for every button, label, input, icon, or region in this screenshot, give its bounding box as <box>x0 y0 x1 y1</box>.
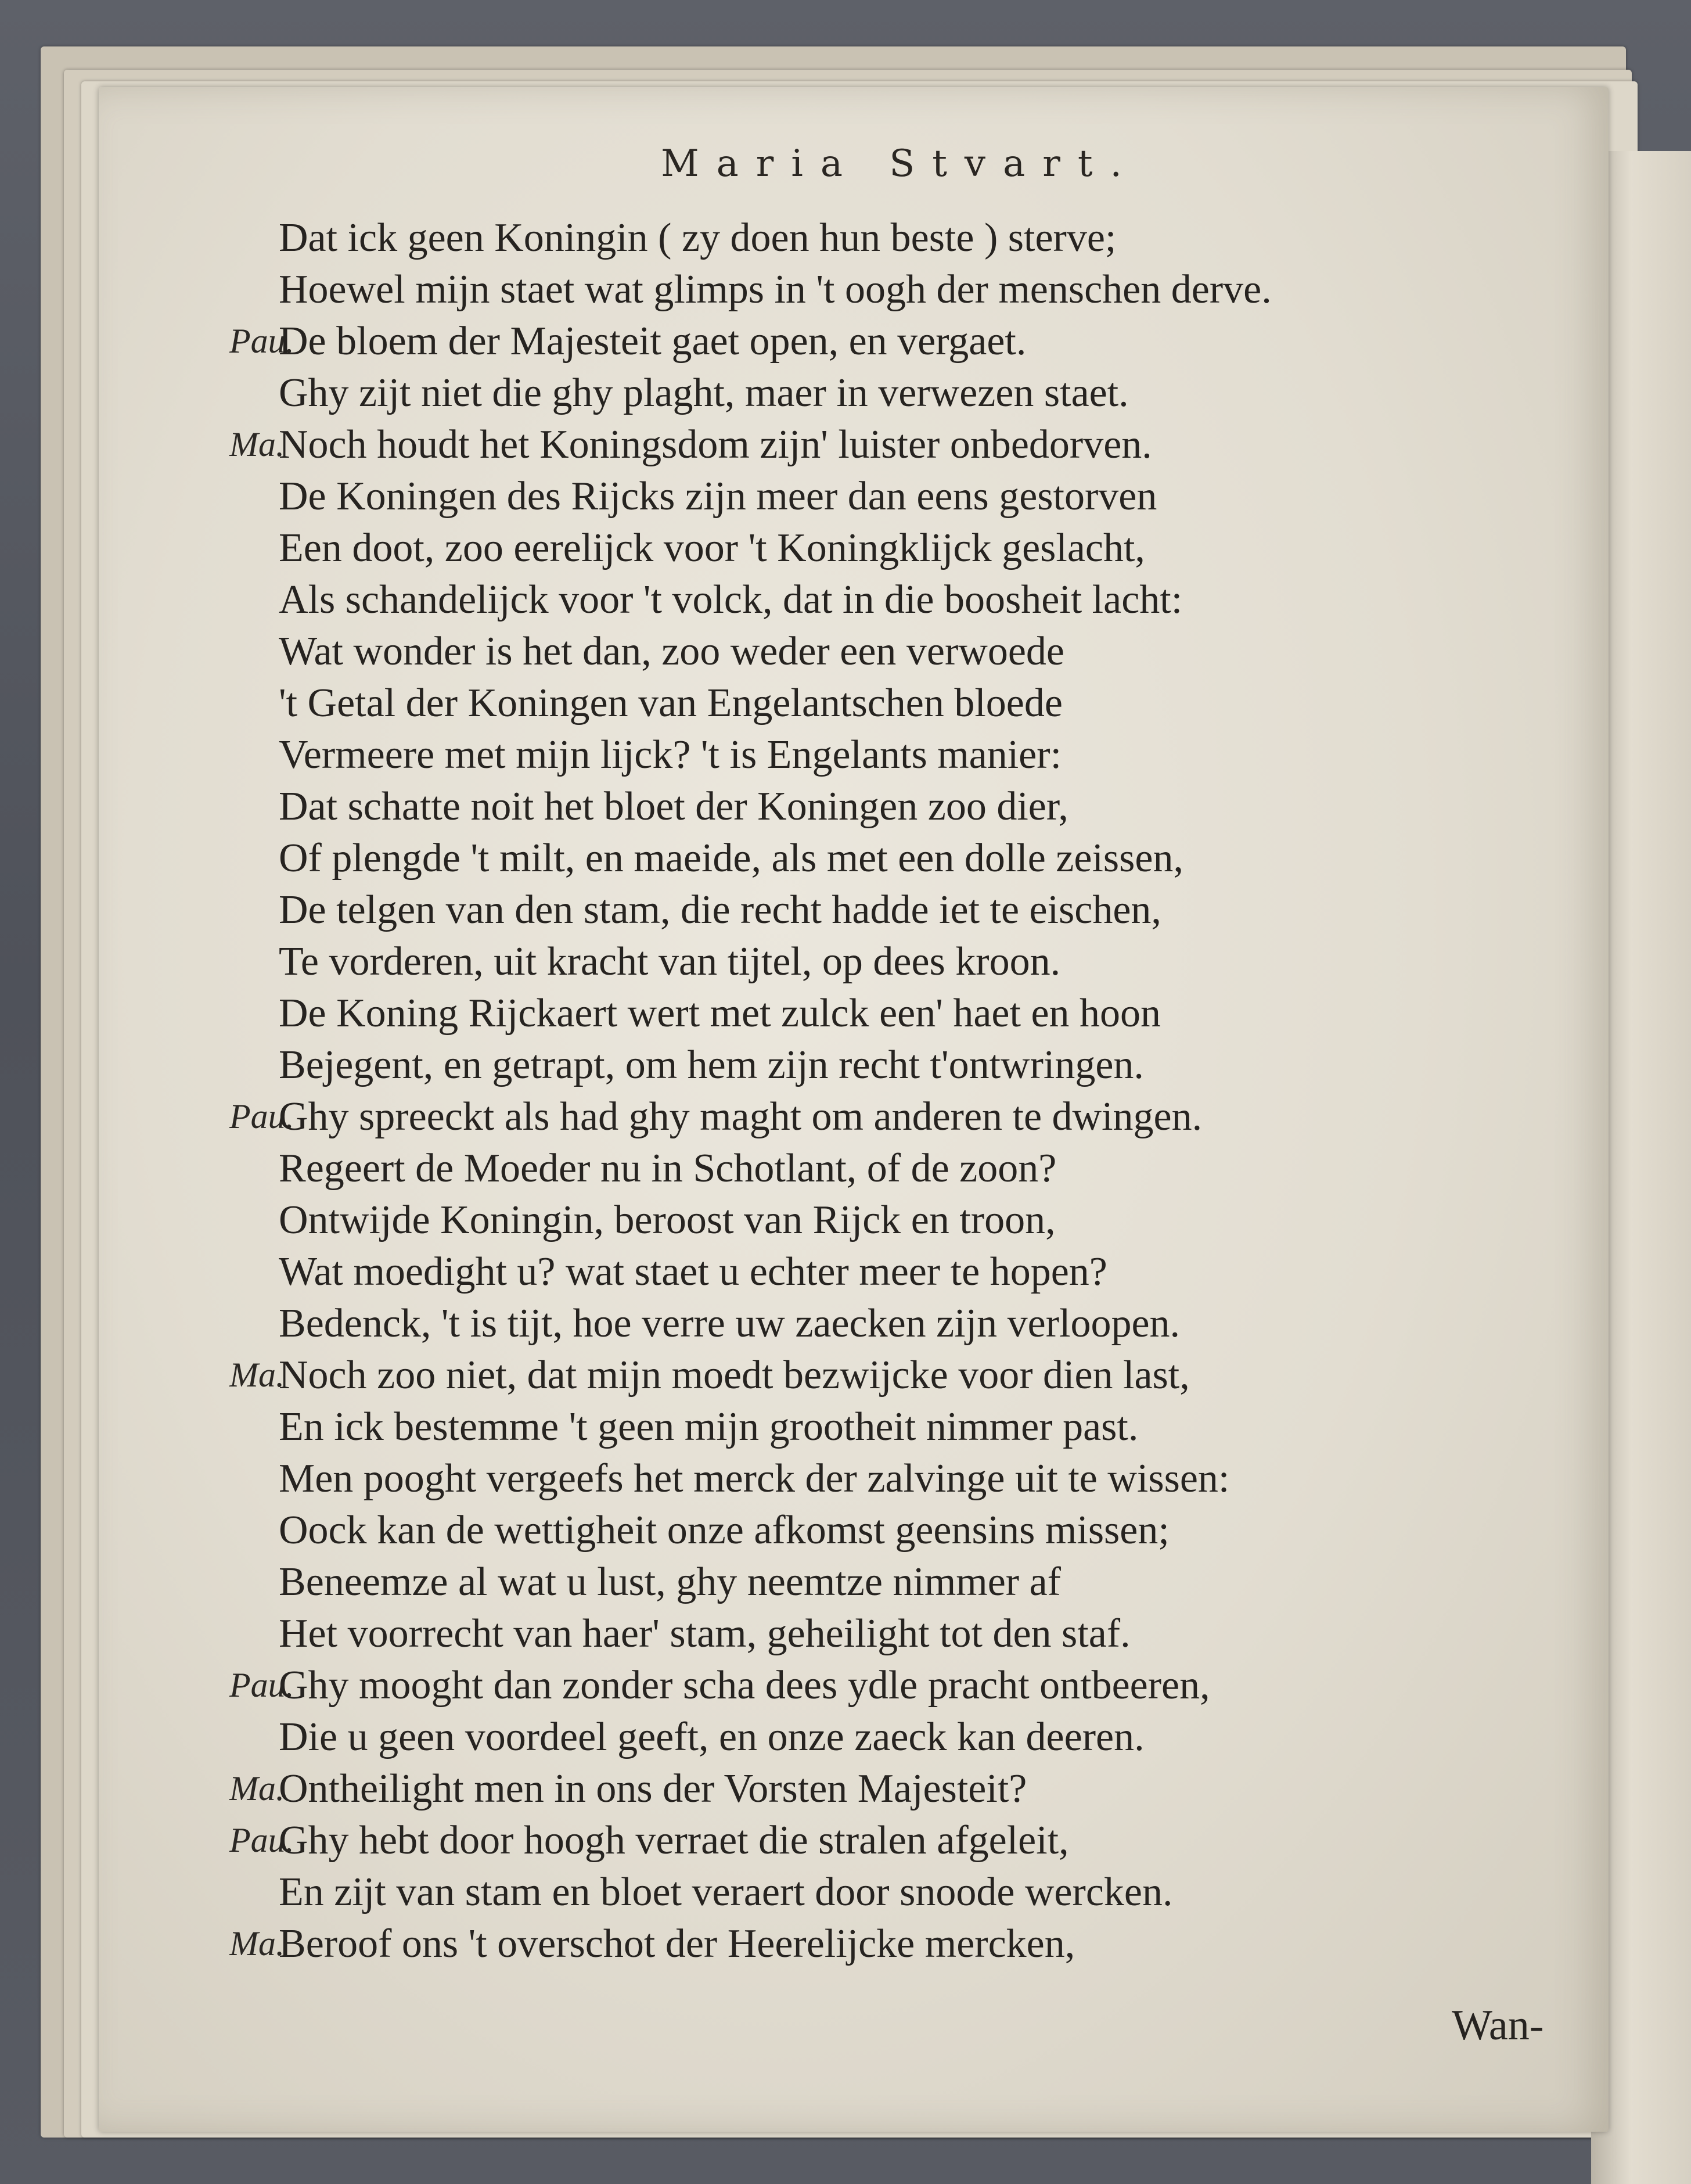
speaker-label: Pau. <box>229 322 294 360</box>
verse-line <box>99 729 1609 781</box>
verse-line <box>99 212 1609 264</box>
verse-text: Als schandelijck voor 't volck, dat in die boosheit lacht: <box>279 577 1183 622</box>
verse-text: Regeert de Moeder nu in Schotlant, of de zoon? <box>279 1146 1057 1191</box>
verse-text: Vermeere met mijn lijck? 't is Engelants manier: <box>279 732 1062 777</box>
verse-text: De telgen van den stam, die recht hadde iet te eischen, <box>279 888 1161 932</box>
speaker-label: Ma. <box>229 425 285 464</box>
verse-line <box>99 1659 1609 1711</box>
verse-line <box>99 1298 1609 1349</box>
verse-text: Ghy spreeckt als had ghy maght om anderen te dwingen. <box>279 1094 1203 1139</box>
verse-text: Of plengde 't milt, en maeide, als met een dolle zeissen, <box>279 836 1183 881</box>
verse-text: Beneemze al wat u lust, ghy neemtze nimmer af <box>279 1560 1061 1604</box>
verse-line <box>99 1711 1609 1763</box>
verse-text: Noch zoo niet, dat mijn moedt bezwijcke voor dien last, <box>279 1353 1190 1398</box>
verse-line <box>99 884 1609 936</box>
verse-text: Wat moedight u? wat staet u echter meer te hopen? <box>279 1249 1107 1294</box>
verse-text: Ghy hebt door hoogh verraet die stralen afgeleit, <box>279 1818 1069 1863</box>
verse-line <box>99 470 1609 522</box>
verse-line <box>99 1815 1609 1866</box>
verse-text: Hoewel mijn staet wat glimps in 't oogh der menschen derve. <box>279 267 1272 312</box>
book-page <box>99 87 1609 2132</box>
verse-line <box>99 419 1609 470</box>
verse-line <box>99 677 1609 729</box>
verse-line <box>99 1143 1609 1194</box>
verse-text: De Koningen des Rijcks zijn meer dan eens gestorven <box>279 474 1157 519</box>
verse-block <box>99 212 1609 1970</box>
verse-line <box>99 1401 1609 1453</box>
speaker-label: Ma. <box>229 1356 285 1394</box>
verse-line <box>99 832 1609 884</box>
verse-line <box>99 264 1609 315</box>
verse-line <box>99 315 1609 367</box>
verse-text: En zijt van stam en bloet veraert door snoode wercken. <box>279 1870 1173 1914</box>
verse-line <box>99 574 1609 626</box>
verse-line <box>99 1763 1609 1815</box>
verse-line <box>99 1608 1609 1659</box>
verse-text: Ontwijde Koningin, beroost van Rijck en troon, <box>279 1198 1056 1242</box>
verse-text: En ick bestemme 't geen mijn grootheit nimmer past. <box>279 1404 1139 1449</box>
verse-text: De bloem der Majesteit gaet open, en vergaet. <box>279 319 1027 364</box>
verse-text: Ghy mooght dan zonder scha dees ydle pracht ontbeeren, <box>279 1663 1210 1708</box>
verse-text: Dat schatte noit het bloet der Koningen zoo dier, <box>279 784 1068 829</box>
verse-line <box>99 522 1609 574</box>
verse-text: De Koning Rijckaert wert met zulck een' haet en hoon <box>279 991 1161 1036</box>
speaker-label: Ma. <box>229 1924 285 1963</box>
verse-text: Oock kan de wettigheit onze afkomst geensins missen; <box>279 1508 1170 1553</box>
verse-line <box>99 1246 1609 1298</box>
speaker-label: Pau. <box>229 1666 294 1704</box>
verse-line <box>99 1091 1609 1143</box>
verse-line <box>99 1918 1609 1970</box>
verse-text: Te vorderen, uit kracht van tijtel, op dees kroon. <box>279 939 1061 984</box>
speaker-label: Pau. <box>229 1821 294 1859</box>
verse-text: Die u geen voordeel geeft, en onze zaeck kan deeren. <box>279 1715 1145 1759</box>
verse-text: Beroof ons 't overschot der Heerelijcke mercken, <box>279 1921 1075 1966</box>
verse-line <box>99 1453 1609 1504</box>
verse-text: 't Getal der Koningen van Engelantschen bloede <box>279 681 1063 725</box>
verse-text: Bedenck, 't is tijt, hoe verre uw zaecken zijn verloopen. <box>279 1301 1181 1346</box>
speaker-label: Ma. <box>229 1769 285 1808</box>
verse-line <box>99 367 1609 419</box>
verse-line <box>99 1349 1609 1401</box>
verse-text: Dat ick geen Koningin ( zy doen hun beste ) sterve; <box>279 215 1117 260</box>
verse-line <box>99 1866 1609 1918</box>
verse-line <box>99 626 1609 677</box>
verse-line <box>99 1504 1609 1556</box>
verse-line <box>99 781 1609 832</box>
verse-text: Het voorrecht van haer' stam, geheilight tot den staf. <box>279 1611 1131 1656</box>
verse-line <box>99 987 1609 1039</box>
verse-line <box>99 936 1609 987</box>
speaker-label: Pau. <box>229 1097 294 1136</box>
verse-line <box>99 1194 1609 1246</box>
verse-text: Men pooght vergeefs het merck der zalvinge uit te wissen: <box>279 1456 1230 1501</box>
verse-line <box>99 1039 1609 1091</box>
running-head: Maria Stvart. <box>661 142 1139 185</box>
verse-text: Een doot, zoo eerelijck voor 't Koningklijck geslacht, <box>279 526 1145 570</box>
verse-text: Wat wonder is het dan, zoo weder een verwoede <box>279 629 1064 674</box>
verse-text: Noch houdt het Koningsdom zijn' luister onbedorven. <box>279 422 1152 467</box>
verse-line <box>99 1556 1609 1608</box>
catchword: Wan- <box>1452 2002 1544 2049</box>
verse-text: Bejegent, en getrapt, om hem zijn recht t'ontwringen. <box>279 1043 1144 1087</box>
verse-text: Ontheilight men in ons der Vorsten Majesteit? <box>279 1766 1027 1811</box>
verse-text: Ghy zijt niet die ghy plaght, maer in verwezen staet. <box>279 371 1129 415</box>
